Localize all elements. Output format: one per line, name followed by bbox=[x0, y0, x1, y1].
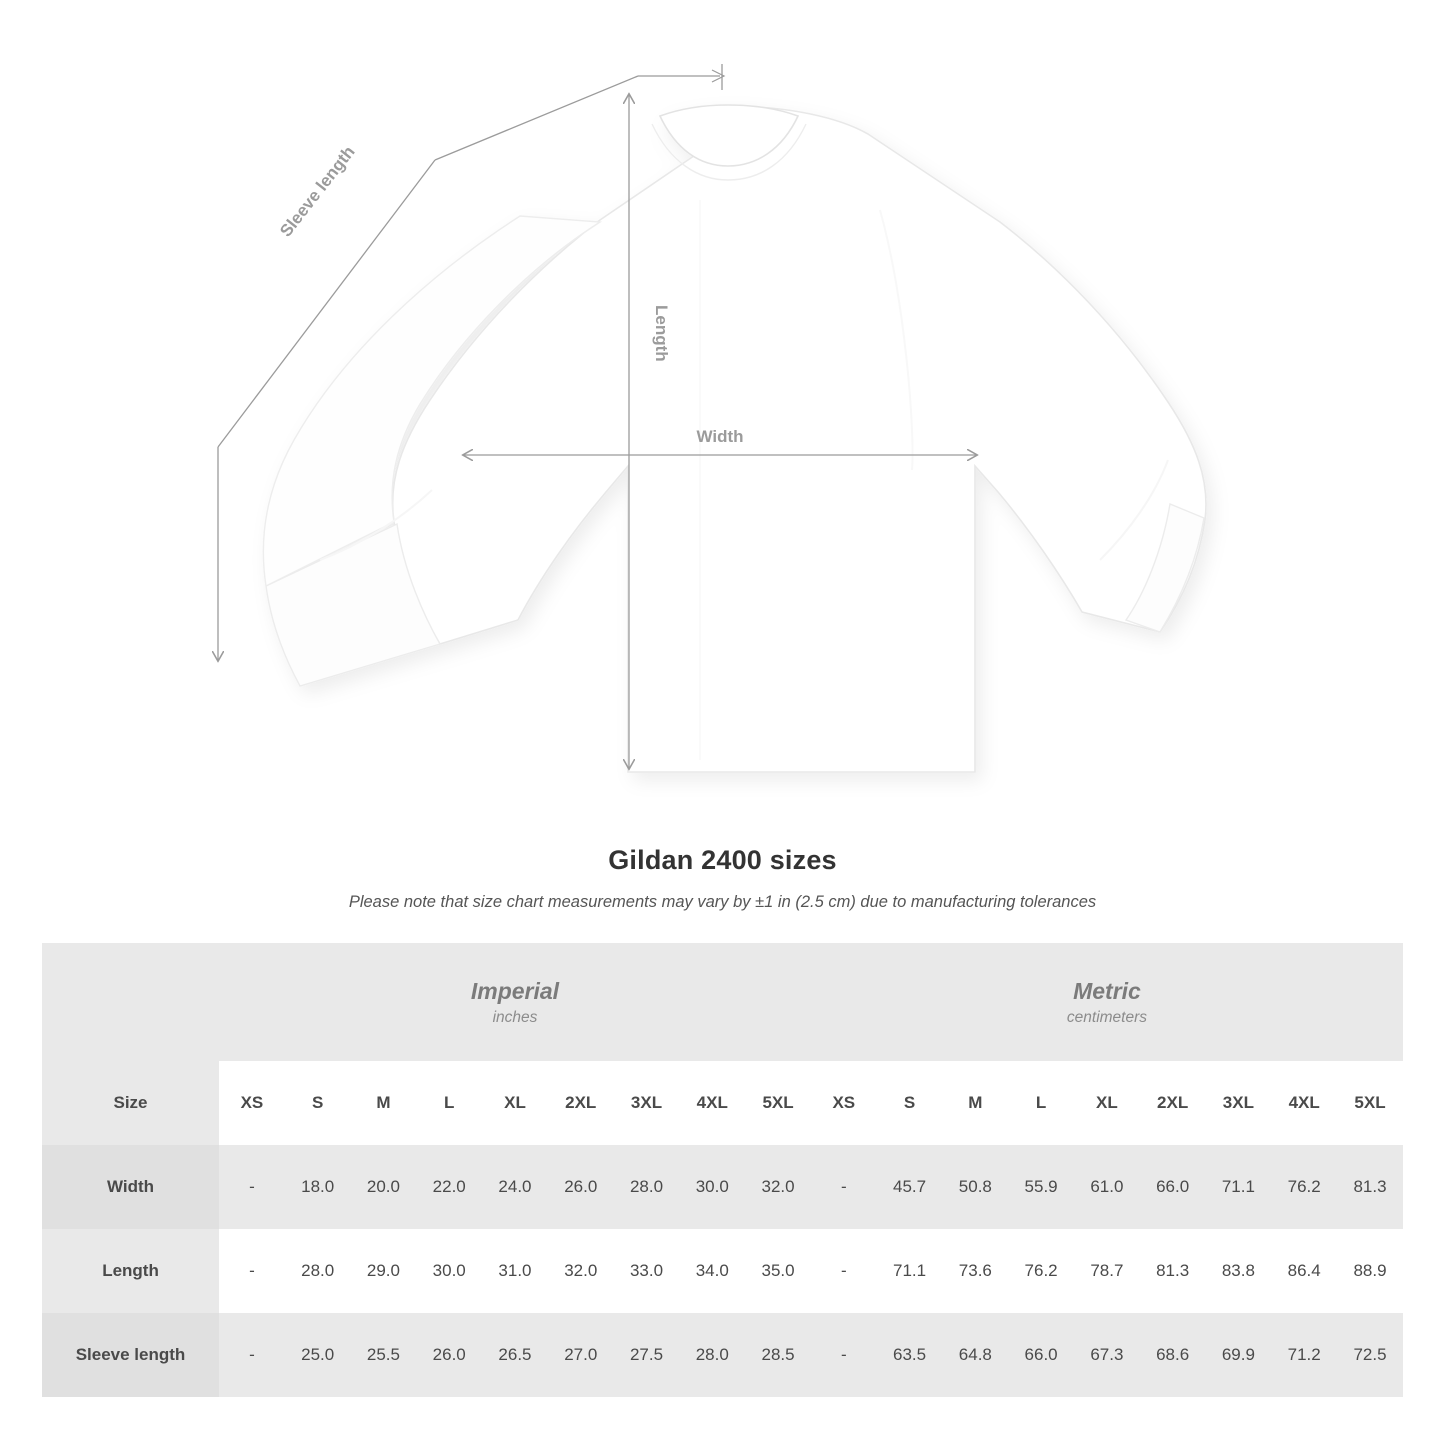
header-size-met-xs: XS bbox=[811, 1061, 877, 1145]
cell-length-met-xs: - bbox=[811, 1229, 877, 1313]
cell-width-imp-5xl: 32.0 bbox=[745, 1145, 811, 1229]
unit-header-metric bbox=[811, 943, 1403, 1061]
header-size-met-xl: XL bbox=[1074, 1061, 1140, 1145]
cell-length-imp-xl: 31.0 bbox=[482, 1229, 548, 1313]
cell-width-met-xs: - bbox=[811, 1145, 877, 1229]
header-size-imp-s: S bbox=[285, 1061, 351, 1145]
cell-width-met-s: 45.7 bbox=[877, 1145, 943, 1229]
cell-sleeve-met-3xl: 69.9 bbox=[1206, 1313, 1272, 1397]
cell-length-met-2xl: 81.3 bbox=[1140, 1229, 1206, 1313]
cell-length-imp-l: 30.0 bbox=[416, 1229, 482, 1313]
length-label: Length bbox=[652, 305, 671, 362]
cell-width-imp-xl: 24.0 bbox=[482, 1145, 548, 1229]
header-size-met-l: L bbox=[1008, 1061, 1074, 1145]
cell-length-met-l: 76.2 bbox=[1008, 1229, 1074, 1313]
header-size-imp-4xl: 4XL bbox=[679, 1061, 745, 1145]
table-row bbox=[42, 1145, 1403, 1229]
cell-length-met-3xl: 83.8 bbox=[1206, 1229, 1272, 1313]
header-size-met-4xl: 4XL bbox=[1271, 1061, 1337, 1145]
header-size-met-s: S bbox=[877, 1061, 943, 1145]
cell-width-imp-4xl: 30.0 bbox=[679, 1145, 745, 1229]
cell-length-met-5xl: 88.9 bbox=[1337, 1229, 1403, 1313]
cell-sleeve-met-l: 66.0 bbox=[1008, 1313, 1074, 1397]
table-row bbox=[42, 1313, 1403, 1397]
row-label-width: Width bbox=[42, 1145, 219, 1229]
unit-sub-imperial: inches bbox=[492, 1008, 538, 1026]
size-header-row bbox=[42, 1061, 1403, 1145]
header-size-label: Size bbox=[42, 1061, 219, 1145]
cell-sleeve-imp-xl: 26.5 bbox=[482, 1313, 548, 1397]
unit-header-imperial bbox=[219, 943, 811, 1061]
sleeve-length-label: Sleeve length bbox=[276, 142, 359, 241]
header-size-imp-xs: XS bbox=[219, 1061, 285, 1145]
chart-title: Gildan 2400 sizes bbox=[608, 845, 837, 875]
cell-length-met-4xl: 86.4 bbox=[1271, 1229, 1337, 1313]
cell-sleeve-met-xl: 67.3 bbox=[1074, 1313, 1140, 1397]
header-size-imp-xl: XL bbox=[482, 1061, 548, 1145]
header-size-imp-2xl: 2XL bbox=[548, 1061, 614, 1145]
chart-note: Please note that size chart measurements may vary by ±1 in (2.5 cm) due to manufacturing tolerances bbox=[348, 893, 1097, 911]
cell-sleeve-imp-xs: - bbox=[219, 1313, 285, 1397]
cell-length-imp-2xl: 32.0 bbox=[548, 1229, 614, 1313]
unit-name-metric: Metric bbox=[1073, 978, 1141, 1005]
unit-header-row bbox=[42, 943, 1403, 1061]
cell-sleeve-met-5xl: 72.5 bbox=[1337, 1313, 1403, 1397]
cell-length-met-s: 71.1 bbox=[877, 1229, 943, 1313]
row-label-length: Length bbox=[42, 1229, 219, 1313]
header-size-imp-5xl: 5XL bbox=[745, 1061, 811, 1145]
cell-length-imp-3xl: 33.0 bbox=[614, 1229, 680, 1313]
cell-sleeve-met-xs: - bbox=[811, 1313, 877, 1397]
cell-width-met-3xl: 71.1 bbox=[1206, 1145, 1272, 1229]
header-size-imp-3xl: 3XL bbox=[614, 1061, 680, 1145]
table-row bbox=[42, 1229, 1403, 1313]
unit-name-imperial: Imperial bbox=[470, 978, 560, 1005]
cell-sleeve-imp-m: 25.5 bbox=[351, 1313, 417, 1397]
cell-width-imp-3xl: 28.0 bbox=[614, 1145, 680, 1229]
cell-sleeve-met-s: 63.5 bbox=[877, 1313, 943, 1397]
cell-width-imp-2xl: 26.0 bbox=[548, 1145, 614, 1229]
cell-width-imp-l: 22.0 bbox=[416, 1145, 482, 1229]
cell-sleeve-imp-5xl: 28.5 bbox=[745, 1313, 811, 1397]
cell-length-met-m: 73.6 bbox=[942, 1229, 1008, 1313]
header-size-met-3xl: 3XL bbox=[1206, 1061, 1272, 1145]
cell-length-imp-4xl: 34.0 bbox=[679, 1229, 745, 1313]
cell-length-imp-m: 29.0 bbox=[351, 1229, 417, 1313]
cell-width-met-xl: 61.0 bbox=[1074, 1145, 1140, 1229]
unit-sub-metric: centimeters bbox=[1066, 1008, 1148, 1026]
unit-header-spacer bbox=[42, 943, 219, 1061]
header-size-imp-l: L bbox=[416, 1061, 482, 1145]
cell-sleeve-imp-3xl: 27.5 bbox=[614, 1313, 680, 1397]
cell-sleeve-met-m: 64.8 bbox=[942, 1313, 1008, 1397]
header-size-met-m: M bbox=[942, 1061, 1008, 1145]
cell-width-met-m: 50.8 bbox=[942, 1145, 1008, 1229]
cell-length-met-xl: 78.7 bbox=[1074, 1229, 1140, 1313]
size-table bbox=[42, 943, 1403, 1397]
cell-width-met-4xl: 76.2 bbox=[1271, 1145, 1337, 1229]
cell-width-met-5xl: 81.3 bbox=[1337, 1145, 1403, 1229]
cell-length-imp-xs: - bbox=[219, 1229, 285, 1313]
cell-sleeve-met-4xl: 71.2 bbox=[1271, 1313, 1337, 1397]
header-size-imp-m: M bbox=[351, 1061, 417, 1145]
cell-sleeve-imp-4xl: 28.0 bbox=[679, 1313, 745, 1397]
cell-width-imp-s: 18.0 bbox=[285, 1145, 351, 1229]
cell-width-met-l: 55.9 bbox=[1008, 1145, 1074, 1229]
row-label-sleeve-length: Sleeve length bbox=[42, 1313, 219, 1397]
header-size-met-5xl: 5XL bbox=[1337, 1061, 1403, 1145]
cell-sleeve-imp-2xl: 27.0 bbox=[548, 1313, 614, 1397]
cell-width-imp-xs: - bbox=[219, 1145, 285, 1229]
cell-sleeve-met-2xl: 68.6 bbox=[1140, 1313, 1206, 1397]
cell-width-met-2xl: 66.0 bbox=[1140, 1145, 1206, 1229]
cell-sleeve-imp-s: 25.0 bbox=[285, 1313, 351, 1397]
cell-width-imp-m: 20.0 bbox=[351, 1145, 417, 1229]
cell-length-imp-5xl: 35.0 bbox=[745, 1229, 811, 1313]
width-label: Width bbox=[696, 427, 744, 446]
size-table-wrap bbox=[42, 943, 1403, 1397]
header-size-met-2xl: 2XL bbox=[1140, 1061, 1206, 1145]
cell-length-imp-s: 28.0 bbox=[285, 1229, 351, 1313]
cell-sleeve-imp-l: 26.0 bbox=[416, 1313, 482, 1397]
